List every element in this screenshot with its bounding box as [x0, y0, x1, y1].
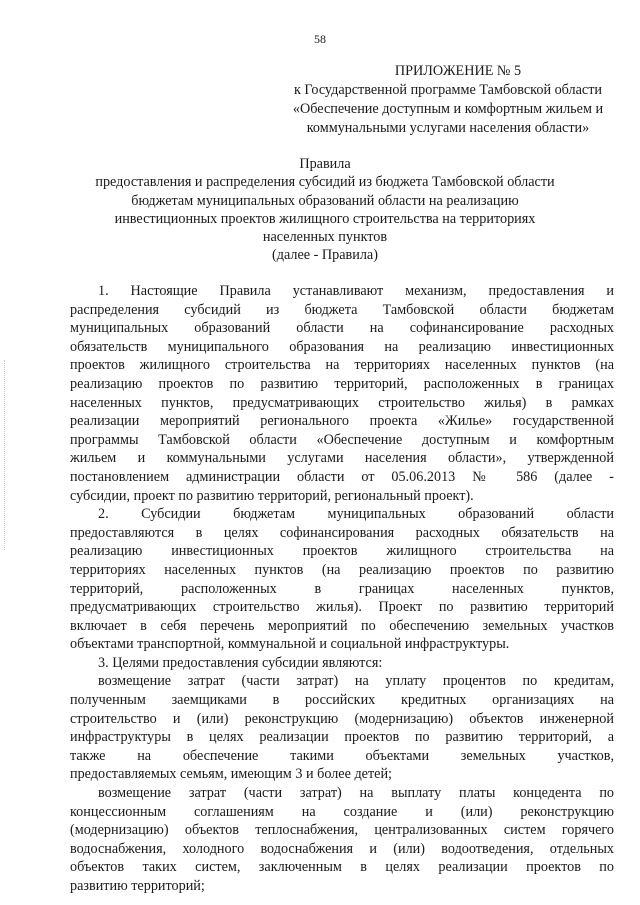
text-line: постановлением администрации области от 05.06.2013 № 586 (далее - [70, 468, 614, 485]
title-line: бюджетам муниципальных образований области на реализацию [131, 192, 519, 209]
text-line: возмещение затрат (части затрат) на уплату процентов по кредитам, [98, 673, 614, 690]
text-line: предоставляются в целях софинансирования расходных обязательств на [70, 524, 614, 541]
text-line: 1. Настоящие Правила устанавливают механизм, предоставления и [98, 283, 614, 299]
text-line: концессионным соглашениям на создание и (или) реконструкцию [70, 803, 614, 820]
appendix-line: коммунальными услугами населения области» [306, 120, 590, 136]
text-line: развитию территорий; [70, 878, 205, 894]
text-line: объектами транспортной, коммунальной и социальной инфраструктуры. [70, 636, 510, 653]
text-line: муниципальных образований области на софинансирование расходных [70, 320, 614, 337]
text-line: инфраструктуры в целях реализации проектов по развитию территорий, а [70, 729, 614, 746]
text-line: обязательств муниципального образования на реализацию инвестиционных [70, 338, 614, 355]
text-line: водоснабжения, холодного водоснабжения и (или) водоотведения, отдельных [70, 840, 614, 857]
title-heading: Правила [299, 156, 351, 172]
page-number: 58 [314, 32, 326, 46]
text-line: 3. Целями предоставления субсидии являются: [98, 654, 383, 671]
text-line: реализации мероприятий регионального проекта «Жилье» государственной [70, 413, 614, 430]
title-line: населенных пунктов [262, 229, 388, 246]
text-line: программы Тамбовской области «Обеспечение доступным и комфортным [70, 431, 614, 448]
text-line: предоставляемых семьям, имеющим 3 и более детей; [70, 766, 392, 783]
title-line: инвестиционных проектов жилищного строительства на территориях [114, 210, 536, 227]
text-line: распределения субсидий из бюджета Тамбовской области бюджетам [70, 301, 614, 318]
text-line: жильем и коммунальными услугами населения области», утвержденной [70, 450, 614, 467]
appendix-line: к Государственной программе Тамбовской области [293, 82, 603, 98]
text-line: (модернизацию) объектов теплоснабжения, централизованных систем горячего [70, 822, 614, 839]
text-line: территорий, расположенных в границах населенных пунктов, [70, 580, 614, 597]
text-line: строительство и (или) реконструкцию (модернизацию) объектов инженерной [70, 710, 614, 727]
text-line: полученным заемщиками в российских кредитных организациях на [70, 692, 614, 709]
appendix-header [262, 62, 634, 138]
text-line: предусматривающих строительство жилья). Проект по развитию территорий [70, 599, 614, 616]
title-line: предоставления и распределения субсидий из бюджета Тамбовской области [95, 174, 555, 191]
text-line: также на обеспечение такими объектами земельных участков, [70, 747, 614, 764]
text-line: территориях населенных пунктов (на реализацию проектов по развитию [70, 561, 614, 578]
appendix-line: «Обеспечение доступным и комфортным жильем и [292, 101, 604, 117]
document-title [92, 155, 558, 265]
document-body [70, 282, 614, 896]
text-line: населенных пунктов, предусматривающих строительство жилья) в рамках [70, 394, 614, 411]
text-line: возмещение затрат (части затрат) на выплату платы концедента по [98, 785, 614, 802]
text-line: объектов таких систем, заключенным в целях реализации проектов по [70, 859, 614, 876]
text-line: реализацию проектов по развитию территорий, расположенных в границах [70, 375, 614, 392]
text-line: проектов жилищного строительства на территориях населенных пунктов (на [70, 357, 614, 374]
text-line: реализацию инвестиционных проектов жилищного строительства на [70, 543, 614, 560]
scan-margin-mark [4, 360, 7, 550]
text-line: субсидии, проект по развитию территорий, региональный проект). [70, 487, 474, 504]
text-line: включает в себя перечень мероприятий по обеспечению земельных участков [70, 617, 614, 634]
text-line: 2. Субсидии бюджетам муниципальных образований области [98, 506, 614, 523]
appendix-title: ПРИЛОЖЕНИЕ № 5 [394, 63, 522, 79]
title-line: (далее - Правила) [272, 247, 378, 264]
